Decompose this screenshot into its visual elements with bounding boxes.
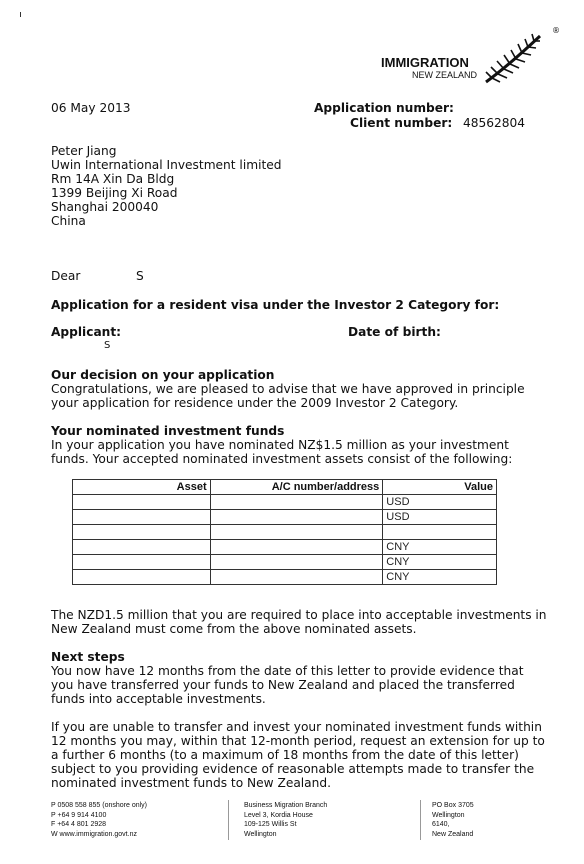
extension-text: If you are unable to transfer and invest your nominated investment funds within bbox=[51, 720, 542, 734]
column-header-asset: Asset bbox=[73, 480, 211, 495]
table-row bbox=[73, 525, 497, 540]
asset-cell bbox=[73, 555, 211, 570]
funds-text: In your application you have nominated NZ$1.5 million as your investment bbox=[51, 438, 509, 452]
asset-cell bbox=[73, 525, 211, 540]
footer-phone: P 0508 558 855 (onshore only) bbox=[51, 802, 147, 809]
value-cell: CNY bbox=[383, 570, 497, 585]
footer-office-line: 109-125 Willis St bbox=[244, 821, 297, 828]
footer-contact bbox=[51, 801, 147, 839]
account-cell bbox=[210, 510, 383, 525]
value-cell: USD bbox=[383, 495, 497, 510]
footer-postal-line: PO Box 3705 bbox=[432, 802, 474, 809]
address-line: 1399 Beijing Xi Road bbox=[51, 186, 178, 200]
footer-fax: F +64 4 801 2928 bbox=[51, 821, 107, 828]
table-header-row bbox=[73, 480, 497, 495]
salutation: Dear bbox=[51, 269, 81, 283]
next-steps-text: you have transferred your funds to New Zealand and placed the transferred bbox=[51, 678, 515, 692]
decision-text: your application for residence under the 2009 Investor 2 Category. bbox=[51, 396, 459, 410]
extension-text: subject to you providing evidence of reasonable attempts made to transfer the bbox=[51, 762, 535, 776]
extension-text: a further 6 months (to a maximum of 18 months from the date of this letter) bbox=[51, 748, 519, 762]
date-of-birth-label: Date of birth: bbox=[348, 325, 441, 339]
next-steps-text: You now have 12 months from the date of this letter to provide evidence that bbox=[51, 664, 524, 678]
decision-text: Congratulations, we are pleased to advise that we have approved in principle bbox=[51, 382, 525, 396]
account-cell bbox=[210, 570, 383, 585]
value-cell: CNY bbox=[383, 555, 497, 570]
footer-divider bbox=[420, 800, 421, 840]
logo-title: IMMIGRATION bbox=[381, 55, 469, 70]
footer-office bbox=[244, 801, 327, 839]
footer-website-link[interactable]: W www.immigration.govt.nz bbox=[51, 830, 137, 838]
account-cell bbox=[210, 495, 383, 510]
silver-fern-icon bbox=[480, 28, 552, 86]
address-line: Uwin International Investment limited bbox=[51, 158, 282, 172]
client-number: 48562804 bbox=[463, 116, 526, 130]
next-steps-text: funds into acceptable investments. bbox=[51, 692, 266, 706]
footer-phone: P +64 9 914 4100 bbox=[51, 811, 107, 819]
applicant-value: S bbox=[104, 340, 111, 351]
footer-office-line: Level 3, Kordia House bbox=[244, 811, 313, 819]
logo-subtitle: NEW ZEALAND bbox=[412, 70, 478, 80]
address-line: China bbox=[51, 214, 86, 228]
column-header-value: Value bbox=[383, 480, 497, 495]
value-cell: USD bbox=[383, 510, 497, 525]
footer-postal-line: 6140, bbox=[432, 821, 450, 828]
asset-cell bbox=[73, 495, 211, 510]
column-header-account: A/C number/address bbox=[210, 480, 383, 495]
application-number-label: Application number: bbox=[314, 101, 454, 115]
table-row bbox=[73, 555, 497, 570]
next-steps-heading: Next steps bbox=[51, 650, 125, 664]
scan-mark bbox=[20, 12, 21, 17]
address-line: Peter Jiang bbox=[51, 144, 117, 158]
salutation-name: S bbox=[136, 269, 144, 283]
footer-office-line: Business Migration Branch bbox=[244, 802, 328, 809]
table-row bbox=[73, 495, 497, 510]
footer-postal bbox=[432, 801, 474, 839]
extension-text: nominated investment funds to New Zealand. bbox=[51, 776, 331, 790]
asset-cell bbox=[73, 510, 211, 525]
decision-heading: Our decision on your application bbox=[51, 368, 275, 382]
requirement-text: New Zealand must come from the above nominated assets. bbox=[51, 622, 417, 636]
footer-office-line: Wellington bbox=[244, 830, 277, 838]
nominated-assets-table bbox=[72, 479, 497, 585]
subject-line: Application for a resident visa under the Investor 2 Category for: bbox=[51, 298, 500, 312]
account-cell bbox=[210, 525, 383, 540]
asset-cell bbox=[73, 570, 211, 585]
registered-mark: ® bbox=[552, 26, 560, 35]
address-line: Shanghai 200040 bbox=[51, 200, 159, 214]
value-cell: CNY bbox=[383, 540, 497, 555]
footer-postal-line: New Zealand bbox=[432, 830, 474, 838]
table-row bbox=[73, 540, 497, 555]
footer-divider bbox=[228, 800, 229, 840]
table-row bbox=[73, 510, 497, 525]
value-cell bbox=[383, 525, 497, 540]
address-line: Rm 14A Xin Da Bldg bbox=[51, 172, 175, 186]
funds-heading: Your nominated investment funds bbox=[51, 424, 285, 438]
requirement-text: The NZD1.5 million that you are required to place into acceptable investments in bbox=[51, 608, 547, 622]
footer-postal-line: Wellington bbox=[432, 811, 465, 819]
letter-date: 06 May 2013 bbox=[51, 101, 131, 115]
applicant-label: Applicant: bbox=[51, 325, 122, 339]
recipient-address bbox=[51, 144, 281, 228]
client-number-label: Client number: bbox=[350, 116, 453, 130]
account-cell bbox=[210, 555, 383, 570]
asset-cell bbox=[73, 540, 211, 555]
account-cell bbox=[210, 540, 383, 555]
table-row bbox=[73, 570, 497, 585]
funds-text: funds. Your accepted nominated investment assets consist of the following: bbox=[51, 452, 513, 466]
extension-text: 12 months you may, within that 12-month period, request an extension for up to bbox=[51, 734, 545, 748]
